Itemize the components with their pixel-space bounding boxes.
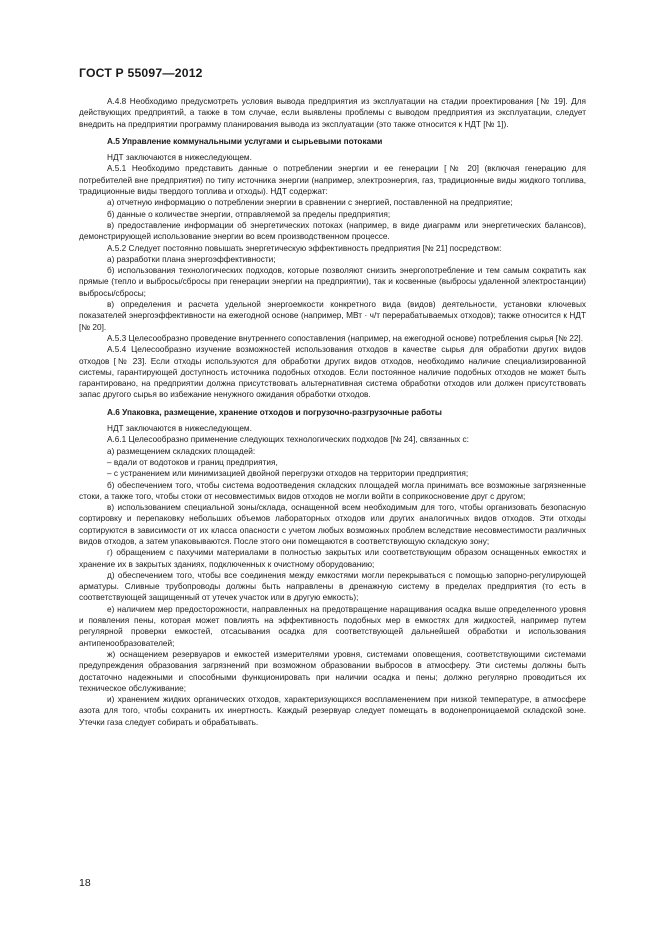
- list-item: б) использования технологических подходов, которые позволяют снизить энергопотребление и тем самым сократить как прямые (тепло и выбросы/сбросы при генерации энергии на предприятии), так и косвенные (выбросы удаленной электростанции) выбросы/сбросы;: [79, 266, 586, 298]
- paragraph-a53: А.5.3 Целесообразно проведение внутреннего сопоставления (например, на ежегодной основе) потребления сырья [№ 22].: [107, 333, 584, 343]
- list-item: и) хранением жидких органических отходов, характеризующихся воспламенением при низкой температуре, в атмосфере азота для того, чтобы сохранить их инертность. Каждый резервуар следует помещать в водонепроницаемой складской зоне. Утечки газа следует собирать и обрабатывать.: [79, 695, 586, 727]
- list-item: в) предоставление информации об энергетических потоках (например, в виде диаграмм или энергетических балансов), демонстрирующей использование энергии во всем производственном процессе.: [79, 220, 586, 242]
- page-number: 18: [79, 877, 91, 889]
- list-item: б) данные о количестве энергии, отправляемой за пределы предприятия;: [107, 209, 391, 219]
- section-heading-a6: А.6 Упаковка, размещение, хранение отходов и погрузочно-разгрузочные работы: [107, 407, 442, 417]
- document-header: ГОСТ Р 55097—2012: [79, 66, 203, 80]
- section-heading-a5: А.5 Управление коммунальными услугами и сырьевыми потоками: [107, 136, 383, 146]
- list-item: ж) оснащением резервуаров и емкостей измерителями уровня, системами оповещения, соответствующими системами предупреждения образования загрязнений при возможном образовании выбросов в атмосферу. Эти системы должны быть достаточно надежными и способными функционировать при наличии осадка и пены; должно регулярно проводиться их техническое обслуживание;: [79, 649, 586, 693]
- list-subitem: – вдали от водотоков и границ предприятия,: [107, 457, 278, 467]
- list-item: в) использованием специальной зоны/склада, оснащенной всем необходимым для того, чтобы организовать безопасную сортировку и перепаковку небольших объемов лабораторных отходов или других аналогичных видов отходов. Эти отходы сортируются в зависимости от их класса опасности с учетом любых возможных проблем вследствие несовместимости различных видов отходов, а затем упаковываются. После этого они помещаются в соответствующую складскую зону;: [79, 503, 586, 546]
- paragraph-a52: А.5.2 Следует постоянно повышать энергетическую эффективность предприятия [№ 21] посредством:: [107, 243, 502, 253]
- list-item: д) обеспечением того, чтобы все соединения между емкостями могли перекрываться с помощью запорно-регулирующей арматуры. Сливные трубопроводы должны быть направлены в дренажную систему в пределах предприятия (то есть в соответствующей защищенный от утечек участок или в другую емкость);: [79, 570, 586, 603]
- list-item: а) отчетную информацию о потреблении энергии в сравнении с энергией, поставленной на предприятие;: [107, 198, 513, 208]
- paragraph-a48: А.4.8 Необходимо предусмотреть условия вывода предприятия из эксплуатации на стадии проектирования [№ 19]. Для действующих предприятий, а также в том случае, если выявлены проблемы с выводом предприятия из эксплуатации, следует внедрить на предприятии программу планирования вывода из эксплуатации (это также относится к НДТ [№ 1]).: [79, 97, 586, 129]
- paragraph: НДТ заключаются в нижеследующем.: [107, 153, 252, 163]
- list-item: а) размещением складских площадей:: [107, 446, 256, 456]
- paragraph-a61: А.6.1 Целесообразно применение следующих технологических подходов [№ 24], связанных с:: [107, 435, 469, 445]
- document-body: [79, 96, 586, 728]
- paragraph-a51: А.5.1 Необходимо представить данные о потреблении энергии и ее генерации [№ 20] (включая генерацию для потребителей вне предприятия) по типу источника энергии (например, электроэнергия, газ, традиционные виды жидкого топлива, традиционные виды твердого топлива и отходы). НДТ содержат:: [79, 164, 586, 197]
- list-subitem: – с устранением или минимизацией двойной перегрузки отходов на территории предприятия;: [107, 469, 469, 479]
- list-item: б) обеспечением того, чтобы система водоотведения складских площадей могла принимать все возможные загрязненные стоки, а также того, чтобы стоки от несовместимых видов отходов не могли войти в соприкосновение друг с другом;: [79, 480, 586, 501]
- list-item: в) определения и расчета удельной энергоемкости конкретного вида (видов) деятельности, установки ключевых показателей энергоэффективности на ежегодной основе (например, МВт · ч/т перерабатываемых отходов); также относится к НДТ [№ 20].: [79, 300, 586, 332]
- list-item: е) наличием мер предосторожности, направленных на предотвращение наращивания осадка выше определенного уровня и появления пены, которая может повлиять на эффективность подобных мер в емкостях для жидкостей, например путем регулярной проверки емкостей, отсасывания осадка для соответствующей дальнейшей обработки и использования антипенообразователей;: [79, 604, 586, 648]
- list-item: а) разработки плана энергоэффективности;: [107, 254, 276, 264]
- list-item: г) обращением с пахучими материалами в полностью закрытых или соответствующим образом оснащенных емкостях и хранение их в закрытых зданиях, подключенных к очистному оборудованию;: [79, 548, 586, 569]
- paragraph: НДТ заключаются в нижеследующем.: [107, 424, 252, 434]
- paragraph-a54: А.5.4 Целесообразно изучение возможностей использования отходов в качестве сырья для обработки других видов отходов [№ 23]. Если отходы используются для обработки других видов отходов, необходимо наличие специализированной системы, гарантирующей доступность источника подобных отходов. Если постоянное наличие подобных отходов не может быть гарантировано, на предприятии должна присутствовать альтернативная система обработки отходов или должен присутствовать запас другого сырья во избежание ненужного ожидания обработки отходов.: [79, 345, 586, 400]
